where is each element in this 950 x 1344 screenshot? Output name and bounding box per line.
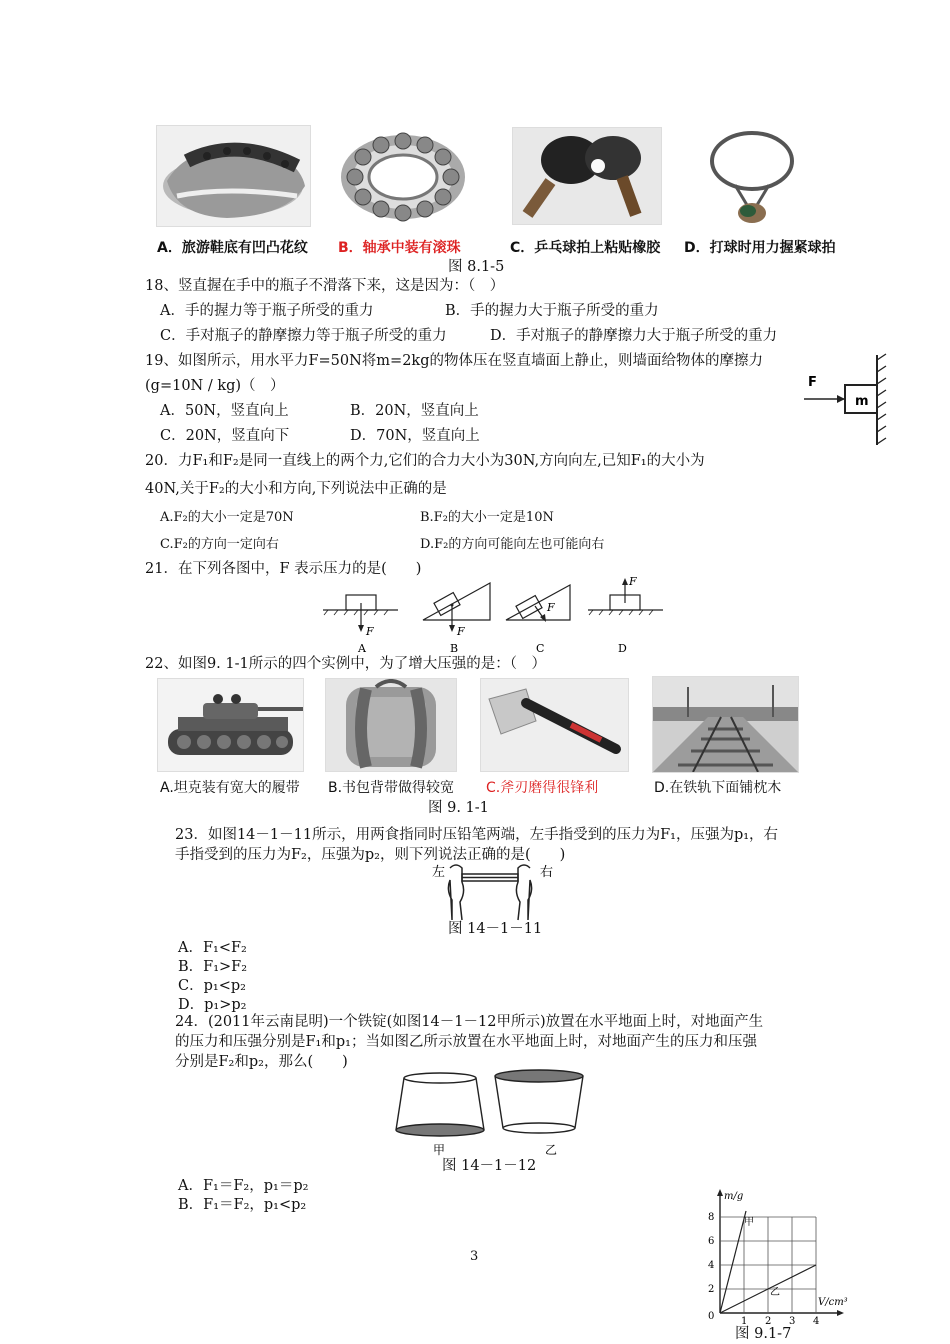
q21-force-label-d: F (629, 575, 637, 588)
q23-stem-line2: 手指受到的压力为F₂，压强为p₂，则下列说法正确的是( ) (175, 847, 566, 863)
q24-stem-line2: 的压力和压强分别是F₁和p₁；当如图乙所示放置在水平地面上时，对地面产生的压力和压强 (175, 1034, 757, 1050)
bearing-image (333, 125, 473, 225)
q22-caption-d: D.在铁轨下面铺枕木 (654, 780, 782, 796)
q22-figure-label: 图 9. 1-1 (428, 800, 489, 816)
q24-jia-label: 甲 (433, 1143, 446, 1157)
q23-left-label: 左 (432, 865, 446, 880)
q20-option-a: A.F₂的大小一定是70N (160, 510, 294, 525)
tank-photo (157, 678, 304, 772)
graph-ytick-2: 2 (708, 1284, 715, 1295)
q20-option-b: B.F₂的大小一定是10N (420, 510, 554, 525)
q21-stem: 21．在下列各图中，F 表示压力的是( ) (145, 561, 422, 577)
q18-option-c: C．手对瓶子的静摩擦力等于瓶子所受的重力 (160, 328, 447, 344)
graph-xtick-4: 4 (813, 1316, 820, 1325)
fig815-caption-d: D．打球时用力握紧球拍 (684, 240, 836, 256)
railway-image (653, 677, 798, 772)
bearing-photo (333, 125, 473, 225)
pencil-fingers-diagram (430, 862, 560, 922)
graph-yi-label: 乙 (770, 1287, 780, 1298)
q19-option-c: C．20N，竖直向下 (160, 428, 290, 444)
graph-ytick-6: 6 (708, 1236, 715, 1247)
railway-photo (652, 676, 799, 773)
graph-ylabel: m/g (724, 1191, 744, 1202)
graph-jia-label: 甲 (744, 1217, 754, 1228)
q23-stem-line1: 23．如图14－1－11所示，用两食指同时压铅笔两端，左手指受到的压力为F₁，压强为p₁，右 (175, 827, 779, 843)
q21-label-b: B (450, 642, 459, 655)
q21-label-d: D (618, 642, 627, 655)
graph-xtick-3: 3 (789, 1316, 796, 1325)
q18-option-a: A．手的握力等于瓶子所受的重力 (160, 303, 374, 319)
axe-image (481, 679, 628, 771)
page-number: 3 (470, 1249, 479, 1264)
q22-caption-a: A.坦克装有宽大的履带 (160, 780, 300, 796)
q24-yi-label: 乙 (545, 1143, 558, 1157)
graph-xtick-1: 1 (741, 1316, 748, 1325)
q23-figure-label: 图 14－1－11 (448, 921, 543, 937)
q21-force-diagrams (318, 575, 668, 655)
graph-ytick-4: 4 (708, 1260, 715, 1271)
q22-caption-b: B.书包背带做得较宽 (328, 780, 455, 796)
q21-label-c: C (536, 642, 545, 655)
graph-xtick-2: 2 (765, 1316, 772, 1325)
schoolbag-photo (325, 678, 457, 772)
wall-block-diagram (800, 350, 900, 450)
q22-stem: 22、如图9. 1-1所示的四个实例中，为了增大压强的是：（ ） (145, 656, 546, 672)
q19-option-d: D．70N，竖直向上 (350, 428, 480, 444)
axe-photo (480, 678, 629, 772)
q19-force-label: F (808, 375, 817, 390)
pingpong-paddle-image (513, 128, 661, 224)
q19-mass-label: m (855, 394, 869, 409)
graph-figure-label: 图 9.1-7 (735, 1326, 792, 1342)
racket-grip-photo (705, 125, 800, 225)
fig815-caption-a: A．旅游鞋底有凹凸花纹 (157, 240, 308, 256)
q20-option-c: C.F₂的方向一定向右 (160, 537, 279, 552)
fig815-caption-b: B．轴承中装有滚珠 (338, 240, 461, 256)
q21-force-label-b: F (457, 625, 465, 638)
graph-ytick-8: 8 (708, 1212, 715, 1223)
q20-stem-line1: 20．力F₁和F₂是同一直线上的两个力,它们的合力大小为30N,方向向左,已知F₁的大小为 (145, 453, 705, 469)
q19-option-a: A．50N，竖直向上 (160, 403, 289, 419)
q18-stem: 18、竖直握在手中的瓶子不滑落下来，这是因为：（ ） (145, 278, 505, 294)
shoe-sole-image (157, 126, 310, 226)
racket-grip-image (705, 125, 800, 225)
q24-option-a: A．F₁＝F₂，p₁＝p₂ (178, 1178, 309, 1194)
q21-force-label-c: F (547, 601, 555, 614)
mass-volume-graph (700, 1185, 860, 1325)
fig815-caption-c: C．乒乓球拍上粘贴橡胶 (510, 240, 661, 256)
q24-stem-line3: 分别是F₂和p₂，那么( ) (175, 1054, 348, 1070)
q24-stem-line1: 24．(2011年云南昆明)一个铁锭(如图14－1－12甲所示)放置在水平地面上时，对地面产生 (175, 1014, 764, 1030)
graph-xlabel: V/cm³ (818, 1297, 848, 1308)
q20-option-d: D.F₂的方向可能向左也可能向右 (420, 537, 605, 552)
q19-option-b: B．20N，竖直向上 (350, 403, 479, 419)
q18-option-b: B．手的握力大于瓶子所受的重力 (445, 303, 659, 319)
q23-option-c: C．p₁<p₂ (178, 978, 246, 994)
q23-option-d: D．p₁>p₂ (178, 997, 247, 1013)
q21-label-a: A (358, 642, 366, 655)
q19-stem-line1: 19、如图所示，用水平力F=50N将m=2kg的物体压在竖直墙面上静止，则墙面给物体的摩擦力 (145, 353, 763, 369)
q21-force-label-a: F (366, 625, 374, 638)
q23-option-b: B．F₁>F₂ (178, 959, 248, 975)
q23-right-label: 右 (540, 865, 554, 880)
q20-stem-line2: 40N,关于F₂的大小和方向,下列说法中正确的是 (145, 481, 447, 497)
graph-ytick-0: 0 (708, 1311, 715, 1322)
shoe-sole-photo (156, 125, 311, 227)
q24-option-b: B．F₁＝F₂，p₁<p₂ (178, 1197, 307, 1213)
q18-option-d: D．手对瓶子的静摩擦力大于瓶子所受的重力 (490, 328, 778, 344)
fig815-label: 图 8.1-5 (448, 259, 505, 275)
pingpong-paddle-photo (512, 127, 662, 225)
schoolbag-image (326, 679, 456, 771)
iron-ingot-diagram (395, 1068, 595, 1160)
q24-figure-label: 图 14－1－12 (442, 1158, 537, 1174)
tank-image (158, 679, 303, 771)
q23-option-a: A．F₁<F₂ (178, 940, 247, 956)
q22-caption-c: C.斧刃磨得很锋利 (486, 780, 599, 796)
q19-stem-line2: (g=10N / kg)（ ） (145, 378, 285, 394)
